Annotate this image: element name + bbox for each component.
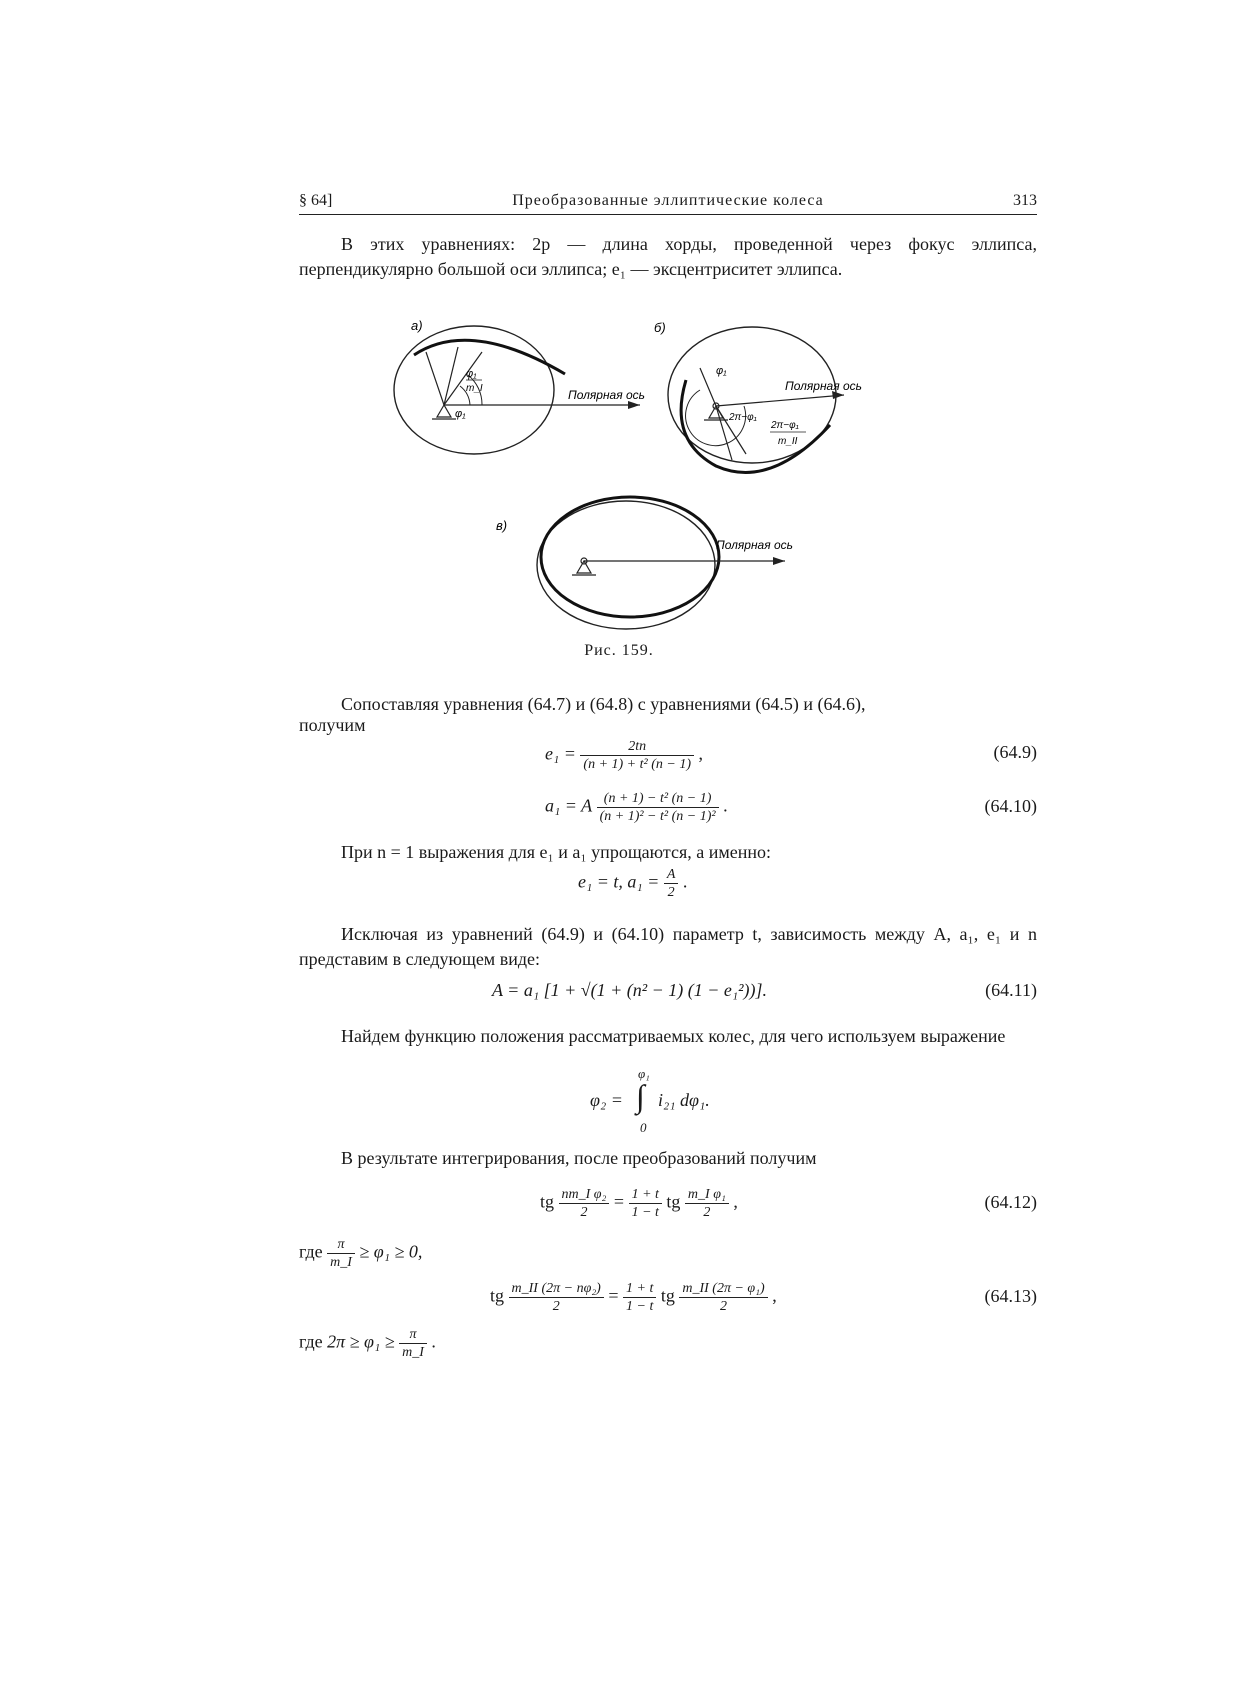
equation-integral <box>590 1066 770 1136</box>
equation-simplified <box>578 866 687 901</box>
ellipse-c-outer <box>537 501 715 629</box>
eq12-num2: 1 + t <box>631 1187 659 1202</box>
where2-num: π <box>409 1327 417 1342</box>
frac2-den-b: m_II <box>778 436 798 447</box>
ellipse-c-transformed <box>541 497 719 617</box>
phi1-label-a: φ₁ <box>455 408 466 420</box>
paragraph-position-function: Найдем функцию положения рассматриваемых колес, для чего используем выражение <box>341 1026 1006 1046</box>
where2-tail: . <box>431 1331 436 1352</box>
eq13-den2: 1 − t <box>623 1297 656 1315</box>
paragraph-n-equals-1: При n = 1 выражения для e₁ и a₁ упрощаются, а именно: <box>341 842 771 862</box>
label-b: б) <box>654 320 666 335</box>
arrowhead-a <box>628 401 640 409</box>
eq12-den1: 2 <box>559 1203 610 1221</box>
eq10-den: (n + 1)² − t² (n − 1)² <box>597 807 719 825</box>
paragraph-exclude-t: Исключая из уравнений (64.9) и (64.10) параметр t, зависимость между A, a₁, e₁ и n представим в следующем виде: <box>299 924 1037 969</box>
eq10-lhs: a₁ = A <box>545 795 593 816</box>
equation-64-11: A = a₁ [1 + √(1 + (n² − 1) (1 − e₁²))]. <box>492 980 768 1000</box>
intro-paragraph: В этих уравнениях: 2p — длина хорды, проведенной через фокус эллипса, перпендикулярно большой оси эллипса; e₁ — эксцентриситет эллипса. <box>299 234 1037 279</box>
eq-simple-num: A <box>666 867 676 882</box>
eq12-number: (64.12) <box>984 1192 1037 1212</box>
eq-simple-part1: e₁ = t, a₁ = <box>578 871 660 892</box>
where2-word: где <box>299 1331 323 1352</box>
equation-64-12 <box>540 1186 738 1221</box>
phi1-frac-den-a: m_I <box>466 383 483 394</box>
int-lower: 0 <box>640 1120 647 1135</box>
equation-64-10 <box>545 790 728 825</box>
equation-64-9 <box>545 738 703 773</box>
where1-rest: ≥ φ₁ ≥ 0, <box>359 1241 423 1262</box>
polar-axis-label-a: Полярная ось <box>568 388 645 402</box>
eq10-tail: . <box>723 795 728 816</box>
polar-axis-label-b: Полярная ось <box>785 379 862 393</box>
frac2-num-b: 2π−φ₁ <box>771 420 799 431</box>
eq13-den1: 2 <box>509 1297 604 1315</box>
eq13-eq: = <box>608 1285 619 1306</box>
eq9-den: (n + 1) + t² (n − 1) <box>580 755 694 773</box>
two-pi-minus-phi1-label: 2π−φ₁ <box>729 412 757 423</box>
transformed-arc-b <box>681 380 830 472</box>
equation-64-13 <box>490 1280 777 1315</box>
phi1-label-b: φ₁ <box>716 365 727 377</box>
where1-den: m_I <box>327 1253 355 1271</box>
eq-simple-tail: . <box>682 871 688 892</box>
eq9-tail: , <box>698 743 703 764</box>
eq13-num3: m_II (2π − φ₁) <box>682 1281 765 1296</box>
eq13-tail: , <box>772 1285 777 1306</box>
label-a: а) <box>411 318 423 333</box>
where1-word: где <box>299 1241 323 1262</box>
int-sign: ∫ <box>636 1078 645 1114</box>
eq12-num3: m_I φ₁ <box>687 1187 726 1202</box>
eq12-den2: 1 − t <box>629 1203 662 1221</box>
eq13-num2: 1 + t <box>626 1281 654 1296</box>
int-lhs: φ₂ = <box>590 1090 623 1110</box>
eq13-tg1: tg <box>490 1285 505 1306</box>
eq13-number: (64.13) <box>984 1286 1037 1306</box>
eq13-den3: 2 <box>679 1297 767 1315</box>
where2-den: m_I <box>399 1343 427 1361</box>
paragraph-compare-line2: получим <box>299 715 366 735</box>
chapter-title: Преобразованные эллиптические колеса <box>512 192 824 209</box>
eq10-number: (64.10) <box>984 796 1037 816</box>
phi1-frac-num-a: φ₁ <box>466 368 477 380</box>
polar-axis-b <box>716 395 844 406</box>
eq13-tg2: tg <box>660 1285 675 1306</box>
polar-axis-label-c: Полярная ось <box>716 538 793 552</box>
condition-1 <box>299 1236 422 1271</box>
condition-2 <box>299 1326 436 1361</box>
running-header <box>299 192 1037 215</box>
eq12-den3: 2 <box>685 1203 729 1221</box>
eq9-lhs: e₁ = <box>545 743 576 764</box>
section-number: § 64] <box>299 192 333 209</box>
where2-rest: 2π ≥ φ₁ ≥ <box>327 1331 395 1352</box>
eq9-num: 2tn <box>628 739 647 754</box>
eq-simple-den: 2 <box>664 883 679 901</box>
where1-num: π <box>337 1237 345 1252</box>
eq10-num: (n + 1) − t² (n − 1) <box>603 791 712 806</box>
eq12-tg2: tg <box>666 1191 681 1212</box>
int-upper: φ₁ <box>638 1066 650 1081</box>
label-c: в) <box>496 518 508 533</box>
eq13-num1: m_II (2π − nφ₂) <box>511 1281 601 1296</box>
eq12-num1: nm_I φ₂ <box>561 1187 607 1202</box>
paragraph-integration-result: В результате интегрирования, после преобразований получим <box>341 1148 817 1168</box>
page-number: 313 <box>1013 192 1037 209</box>
figure-caption: Рис. 159. <box>584 642 654 659</box>
int-body: i₂₁ dφ₁. <box>658 1090 710 1110</box>
eq9-number: (64.9) <box>993 742 1037 762</box>
paragraph-compare-line1: Сопоставляя уравнения (64.7) и (64.8) с уравнениями (64.5) и (64.6), <box>341 694 866 714</box>
eq11-number: (64.11) <box>985 980 1037 1000</box>
eq12-tail: , <box>733 1191 738 1212</box>
figure-159 <box>380 305 862 635</box>
eq12-tg1: tg <box>540 1191 555 1212</box>
eq12-eq: = <box>613 1191 625 1212</box>
